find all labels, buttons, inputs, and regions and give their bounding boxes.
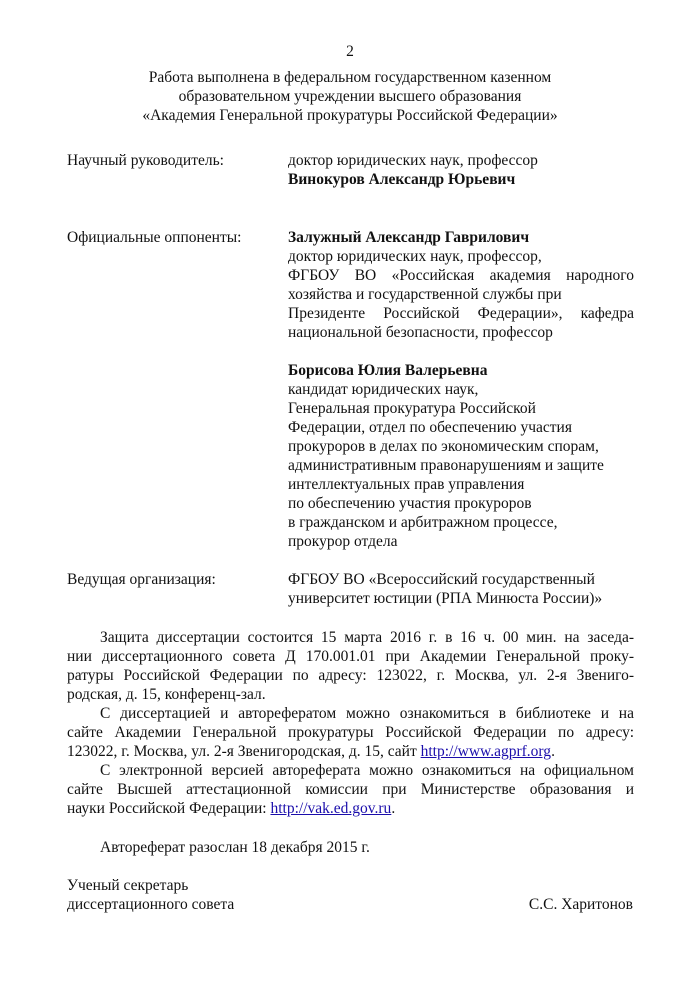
opponent-1-line: ФГБОУ ВО «Российская академия народного (288, 267, 634, 284)
library-last-line (67, 742, 555, 761)
sent-date: Автореферат разослан 18 декабря 2015 г. (100, 839, 370, 856)
opponent-2-line: кандидат юридических наук, (288, 381, 479, 398)
header-line-3: «Академия Генеральной прокуратуры Российской Федерации» (142, 107, 558, 124)
opponents-label: Официальные оппоненты: (67, 229, 242, 246)
opponent-1-line: хозяйства и государственной службы при (288, 286, 562, 303)
header-line-1: Работа выполнена в федеральном государственном казенном (148, 69, 552, 86)
page-number: 2 (346, 43, 354, 60)
opponent-2-line: по обеспечению участия прокуроров (288, 495, 532, 512)
opponent-1-line: национальной безопасности, профессор (288, 324, 553, 341)
defense-line: родская, д. 15, конференц-зал. (67, 686, 266, 703)
secretary-name: С.С. Харитонов (528, 896, 633, 913)
library-line: сайте Академии Генеральной прокуратуры Российской Федерации по адресу: (67, 724, 634, 741)
library-line: С диссертацией и авторефератом можно ознакомиться в библиотеке и на (100, 705, 634, 722)
supervisor-degree: доктор юридических наук, профессор (288, 152, 538, 169)
opponent-2-line: административным правонарушениям и защите (288, 457, 604, 474)
opponent-1-line: доктор юридических наук, профессор, (288, 248, 542, 265)
defense-line: Защита диссертации состоится 15 марта 2016 г. в 16 ч. 00 мин. на заседа- (100, 629, 634, 646)
supervisor-name: Винокуров Александр Юрьевич (288, 171, 516, 188)
opponent-2-line: в гражданском и арбитражном процессе, (288, 514, 558, 531)
electronic-text: науки Российской Федерации: (67, 800, 271, 817)
opponent-2-line: Федерации, отдел по обеспечению участия (288, 419, 572, 436)
opponent-2-line: прокуроров в делах по экономическим спорам, (288, 438, 599, 455)
defense-line: нии диссертационного совета Д 170.001.01 при Академии Генеральной проку- (67, 648, 634, 665)
supervisor-label: Научный руководитель: (67, 152, 224, 169)
opponent-1-line: Президенте Российской Федерации», кафедра (288, 305, 634, 322)
library-text: 123022, г. Москва, ул. 2-я Звенигородская, д. 15, сайт (67, 743, 421, 760)
opponent-2-name: Борисова Юлия Валерьевна (288, 362, 488, 379)
electronic-line: сайте Высшей аттестационной комиссии при Министерстве образования и (67, 781, 634, 798)
header-line-2: образовательном учреждении высшего образования (178, 88, 522, 105)
leading-org-line: университет юстиции (РПА Минюста России)» (288, 590, 603, 607)
agprf-link[interactable]: http://www.agprf.org (420, 743, 552, 760)
defense-line: ратуры Российской Федерации по адресу: 123022, г. Москва, ул. 2-я Звениго- (67, 667, 634, 684)
vak-link[interactable]: http://vak.ed.gov.ru (270, 800, 392, 817)
secretary-title-line-1: Ученый секретарь (67, 877, 189, 894)
library-period: . (551, 743, 555, 760)
opponent-2-line: интеллектуальных прав управления (288, 476, 525, 493)
electronic-line: С электронной версией автореферата можно ознакомиться на официальном (100, 762, 634, 779)
opponent-2-line: прокурор отдела (288, 533, 398, 550)
opponent-2-line: Генеральная прокуратура Российской (288, 400, 536, 417)
secretary-title-line-2: диссертационного совета (67, 896, 235, 913)
leading-org-line: ФГБОУ ВО «Всероссийский государственный (288, 571, 595, 588)
electronic-period: . (391, 800, 396, 817)
opponent-1-name: Залужный Александр Гаврилович (288, 229, 530, 246)
electronic-last-line (67, 799, 395, 818)
leading-org-label: Ведущая организация: (67, 571, 216, 588)
